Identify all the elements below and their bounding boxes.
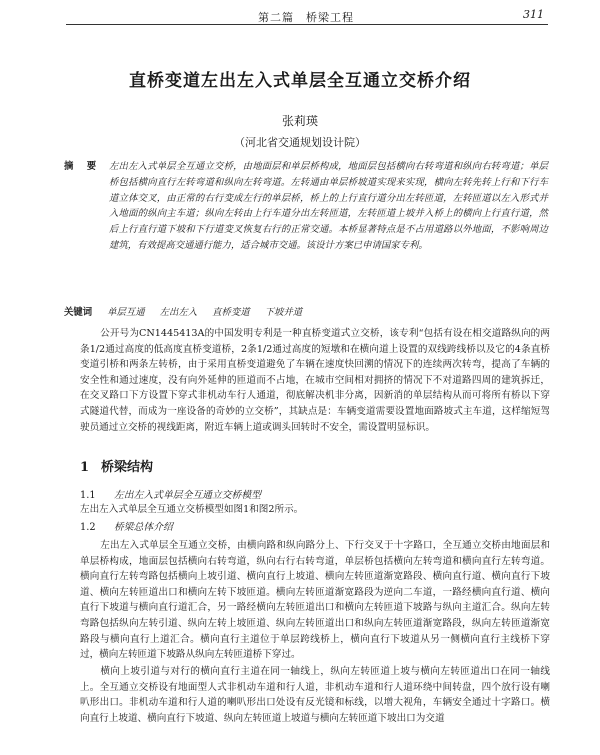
body-paragraph [80, 538, 550, 663]
section-number: 1 [80, 460, 90, 475]
page-header [0, 0, 600, 26]
abstract [64, 159, 548, 254]
subsection-heading [80, 519, 173, 533]
subsection-text [80, 502, 550, 518]
keyword-item: 左出左入 [159, 307, 198, 318]
keyword-item: 下坡并道 [264, 307, 303, 318]
page-number: 311 [523, 8, 544, 21]
subsection-title: 桥梁总体介绍 [114, 522, 173, 533]
intro-paragraph [80, 326, 550, 435]
keyword-item: 直桥变道 [212, 307, 250, 318]
paper-title: 直桥变道左出左入式单层全互通立交桥介绍 [129, 71, 471, 91]
subsection-number: 1.1 [80, 490, 96, 501]
body-paragraph-text: 左出左入式单层全互通立交桥，由横向路和纵向路分上、下行交叉于十字路口，全互通立交桥由地面层和单层桥构成，地面层包括横向右转弯道，纵向右行右转弯道，单层桥包括横向左转弯道和横向直行左转弯道。横向直行左转弯路包括横向上坡引道、横向直行上坡道、横向左转匝道渐宽路段、横向直行道、横向直行下坡道、横向左转匝道出口和横向左转下坡匝道。横向左转匝道渐宽路段为逆向二车道，一路经横向直行道、横向直行下坡道与横向直行道汇合，另一路经横向左转匝道出口和横向左转匝道下坡路与纵向主道汇合。纵向左转弯路包括纵向左转引道、纵向左转上坡匝道、纵向左转匝道出口和纵向左转匝道渐宽路段，纵向左转匝道渐宽路段与横向直行上道汇合。横向直行主道位于单层跨线桥上，横向直行下坡道从另一侧横向直行主线桥下穿过，横向左转匝道下坡路从纵向左转匝道桥下穿过。 [80, 540, 550, 661]
running-section-title: 第二篇 桥梁工程 [258, 11, 354, 24]
header-rule [66, 24, 548, 25]
subsection-heading [80, 487, 261, 501]
subsection-title: 左出左入式单层全互通立交桥模型 [114, 490, 261, 501]
keywords [64, 304, 548, 318]
subsection-text-content: 左出左入式单层全互通立交桥模型如图1和图2所示。 [80, 504, 304, 515]
body-paragraph-text: 横向上坡引道与对行的横向直行主道在同一轴线上，纵向左转匝道上坡与横向左转匝道出口在同一轴线上。全互通立交桥设有地面型人式非机动车道和行人道，非机动车道和行人道环绕中间转盘，四个放行设有喇叭形出口。非机动车道和行人道的喇叭形出口处设有反光镜和标线，以增大视角，车辆安全通过十字路口。横向直行上坡道、横向直行下坡道、纵向左转匝道上坡道与横向左转匝道下坡出口为交道 [80, 666, 550, 724]
section-heading [80, 456, 153, 475]
body-paragraph [80, 664, 550, 726]
section-title: 桥梁结构 [101, 460, 154, 475]
keyword-item: 单层互通 [107, 307, 145, 318]
subsection-number: 1.2 [80, 522, 96, 533]
author-affiliation: （河北省交通规划设计院） [234, 136, 366, 149]
intro-paragraph-text: 公开号为CN1445413A的中国发明专利是一种直桥变道式立交桥，该专利“包括有设在相交道路纵向的两条1/2通过高度的低高度直桥变道桥，2条1/2通过高度的短墩和在横向道上设置的双线跨线桥以及它的4条直桥变道引桥和两条左转桥，由于采用直桥变道避免了车辆在速度快回溯的情况下的连续两次转弯，提高了车辆的安全性和通过速度，没有向外延伸的匝道而不占地，在城市空间相对拥挤的情况下不对道路四周的建筑拆迁，在交叉路口下方设置下穿式非机动车行人通道，彻底解决机非分离，因新消的单层结构从而可将所有桥以下穿式隧道代替，而成为一座设备的奇妙的立交桥”，其缺点是：车辆变道需要设置地面路坡式主车道，这样缩短驾驶员通过立交桥的视线距离，附近车辆上道或调头回转时不安全，需设置明显标识。 [80, 328, 550, 433]
author-name: 张莉瑛 [281, 114, 318, 128]
keywords-label: 关键词 [64, 307, 93, 318]
abstract-text: 左出左入式单层全互通立交桥，由地面层和单层桥构成，地面层包括横向右转弯道和纵向右转弯道；单层桥包括横向直行左转弯道和纵向左转弯道。左转通由单层桥坡道实现来实现，横向左转先转上行和下行车道立体交叉，由正常的右行变成左行的单层桥，桥上的上行直行道分出左转匝道，左转匝道以左入形式并入地面的纵向主车道；纵向左转由上行车道分出左转匝道，左转匝道上坡并入桥上的横向上行直行道，然后上行直行道下坡和下行道变叉恢复右行的正常交通。本桥显著特点是不占用道路以外地面，不影响周边建筑，有效提高交通通行能力，适合城市交通。该设计方案已申请国家专利。 [109, 161, 548, 251]
abstract-label: 摘 要 [64, 161, 99, 172]
